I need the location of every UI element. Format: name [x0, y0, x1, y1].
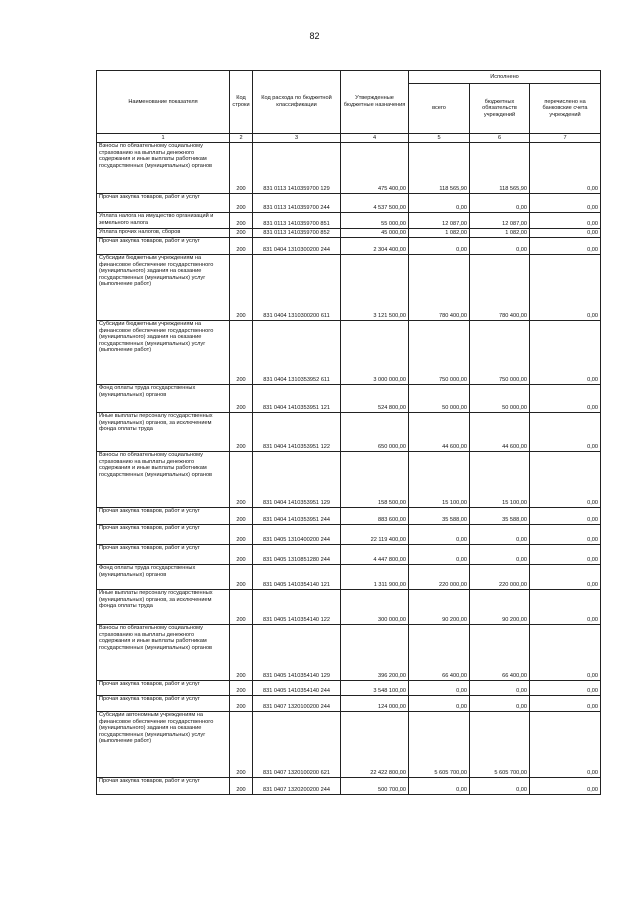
row-approved: 45 000,00	[341, 229, 409, 238]
header-expense-code: Код расхода по бюджетной классификации	[253, 71, 341, 134]
row-name: Уплата прочих налогов, сборов	[97, 229, 230, 238]
row-total: 220 000,00	[409, 565, 470, 590]
column-number: 6	[470, 134, 530, 143]
row-total: 118 565,90	[409, 143, 470, 194]
row-obligations: 12 087,00	[470, 213, 530, 229]
row-transferred: 0,00	[530, 681, 601, 696]
row-approved: 4 537 500,00	[341, 194, 409, 213]
row-transferred: 0,00	[530, 696, 601, 712]
row-transferred: 0,00	[530, 321, 601, 385]
row-obligations: 0,00	[470, 696, 530, 712]
row-approved: 500 700,00	[341, 778, 409, 795]
row-transferred: 0,00	[530, 229, 601, 238]
row-line-code: 200	[230, 545, 253, 565]
table-row	[97, 213, 601, 229]
row-approved: 300 000,00	[341, 590, 409, 625]
row-approved: 3 000 000,00	[341, 321, 409, 385]
row-expense-code: 831 0404 1310300200 611	[253, 255, 341, 321]
table-row	[97, 385, 601, 413]
row-total: 0,00	[409, 681, 470, 696]
row-expense-code: 831 0113 1410359700 129	[253, 143, 341, 194]
row-name: Субсидии бюджетным учреждениям на финансовое обеспечение государственного (муниципального) задания на оказание государственных (муниципальных) услуг (выполнение работ)	[97, 321, 230, 385]
row-name: Прочая закупка товаров, работ и услуг	[97, 681, 230, 696]
row-total: 90 200,00	[409, 590, 470, 625]
table-row	[97, 590, 601, 625]
row-approved: 1 311 900,00	[341, 565, 409, 590]
row-line-code: 200	[230, 625, 253, 681]
row-obligations: 118 565,90	[470, 143, 530, 194]
row-total: 50 000,00	[409, 385, 470, 413]
row-expense-code: 831 0404 1410353951 122	[253, 413, 341, 452]
row-line-code: 200	[230, 696, 253, 712]
row-name: Прочая закупка товаров, работ и услуг	[97, 508, 230, 525]
row-obligations: 0,00	[470, 238, 530, 255]
row-transferred: 0,00	[530, 213, 601, 229]
table-row	[97, 194, 601, 213]
row-expense-code: 831 0405 1410354140 121	[253, 565, 341, 590]
row-transferred: 0,00	[530, 413, 601, 452]
row-transferred: 0,00	[530, 385, 601, 413]
table-row	[97, 143, 601, 194]
table-row	[97, 525, 601, 545]
row-name: Субсидии бюджетным учреждениям на финансовое обеспечение государственного (муниципального) задания на оказание государственных (муниципальных) услуг (выполнение работ)	[97, 255, 230, 321]
row-total: 0,00	[409, 238, 470, 255]
row-total: 5 605 700,00	[409, 712, 470, 778]
row-transferred: 0,00	[530, 525, 601, 545]
row-transferred: 0,00	[530, 778, 601, 795]
row-total: 0,00	[409, 545, 470, 565]
row-approved: 3 548 100,00	[341, 681, 409, 696]
page-number: 82	[309, 31, 320, 41]
row-approved: 650 000,00	[341, 413, 409, 452]
row-line-code: 200	[230, 413, 253, 452]
row-approved: 524 800,00	[341, 385, 409, 413]
row-name: Прочая закупка товаров, работ и услуг	[97, 194, 230, 213]
table-row	[97, 545, 601, 565]
row-name: Прочая закупка товаров, работ и услуг	[97, 545, 230, 565]
row-total: 750 000,00	[409, 321, 470, 385]
row-obligations: 0,00	[470, 778, 530, 795]
row-expense-code: 831 0404 1410353951 244	[253, 508, 341, 525]
row-line-code: 200	[230, 255, 253, 321]
row-obligations: 5 605 700,00	[470, 712, 530, 778]
row-line-code: 200	[230, 321, 253, 385]
row-approved: 396 200,00	[341, 625, 409, 681]
row-approved: 2 304 400,00	[341, 238, 409, 255]
row-line-code: 200	[230, 525, 253, 545]
row-obligations: 90 200,00	[470, 590, 530, 625]
row-transferred: 0,00	[530, 508, 601, 525]
table-row	[97, 565, 601, 590]
row-name: Субсидии автономным учреждениям на финансовое обеспечение государственного (муниципального) задания на оказание государственных (муниципальных) услуг (выполнение работ)	[97, 712, 230, 778]
row-approved: 55 000,00	[341, 213, 409, 229]
row-transferred: 0,00	[530, 194, 601, 213]
row-expense-code: 831 0405 1410354140 129	[253, 625, 341, 681]
row-name: Прочая закупка товаров, работ и услуг	[97, 696, 230, 712]
row-line-code: 200	[230, 229, 253, 238]
table-row	[97, 778, 601, 795]
table-row	[97, 413, 601, 452]
header-name: Наименование показателя	[97, 71, 230, 134]
row-expense-code: 831 0407 1320100200 621	[253, 712, 341, 778]
row-name: Фонд оплаты труда государственных (муниципальных) органов	[97, 565, 230, 590]
row-obligations: 0,00	[470, 525, 530, 545]
row-obligations: 780 400,00	[470, 255, 530, 321]
row-transferred: 0,00	[530, 452, 601, 508]
table-row	[97, 255, 601, 321]
budget-execution-table	[96, 70, 601, 795]
row-total: 66 400,00	[409, 625, 470, 681]
table-row	[97, 321, 601, 385]
row-expense-code: 831 0113 1410359700 851	[253, 213, 341, 229]
row-obligations: 0,00	[470, 194, 530, 213]
row-total: 35 588,00	[409, 508, 470, 525]
row-transferred: 0,00	[530, 565, 601, 590]
row-approved: 4 447 800,00	[341, 545, 409, 565]
header-transferred: перечислено на банковские счета учреждений	[530, 84, 601, 134]
row-line-code: 200	[230, 213, 253, 229]
row-transferred: 0,00	[530, 712, 601, 778]
row-transferred: 0,00	[530, 590, 601, 625]
row-expense-code: 831 0113 1410359700 852	[253, 229, 341, 238]
row-obligations: 44 600,00	[470, 413, 530, 452]
table-row	[97, 681, 601, 696]
row-expense-code: 831 0405 1410354140 122	[253, 590, 341, 625]
row-expense-code: 831 0407 1320200200 244	[253, 778, 341, 795]
row-name: Взносы по обязательному социальному страхованию на выплаты денежного содержания и иные выплаты работникам государственных (муниципальных) органов	[97, 625, 230, 681]
row-line-code: 200	[230, 565, 253, 590]
row-line-code: 200	[230, 681, 253, 696]
row-total: 0,00	[409, 778, 470, 795]
row-line-code: 200	[230, 143, 253, 194]
column-number: 4	[341, 134, 409, 143]
row-obligations: 750 000,00	[470, 321, 530, 385]
table-row	[97, 712, 601, 778]
row-transferred: 0,00	[530, 143, 601, 194]
row-line-code: 200	[230, 194, 253, 213]
row-name: Прочая закупка товаров, работ и услуг	[97, 238, 230, 255]
row-approved: 124 000,00	[341, 696, 409, 712]
table-row	[97, 452, 601, 508]
column-number: 5	[409, 134, 470, 143]
row-name: Прочая закупка товаров, работ и услуг	[97, 778, 230, 795]
row-expense-code: 831 0404 1410353951 121	[253, 385, 341, 413]
row-line-code: 200	[230, 712, 253, 778]
row-line-code: 200	[230, 452, 253, 508]
row-line-code: 200	[230, 238, 253, 255]
table-row	[97, 696, 601, 712]
row-total: 12 087,00	[409, 213, 470, 229]
column-number: 2	[230, 134, 253, 143]
row-obligations: 220 000,00	[470, 565, 530, 590]
row-total: 15 100,00	[409, 452, 470, 508]
row-transferred: 0,00	[530, 238, 601, 255]
row-total: 780 400,00	[409, 255, 470, 321]
row-total: 0,00	[409, 525, 470, 545]
row-name: Прочая закупка товаров, работ и услуг	[97, 525, 230, 545]
row-line-code: 200	[230, 590, 253, 625]
row-expense-code: 831 0404 1310300200 244	[253, 238, 341, 255]
row-expense-code: 831 0405 1410354140 244	[253, 681, 341, 696]
row-expense-code: 831 0405 1310851280 244	[253, 545, 341, 565]
row-name: Взносы по обязательному социальному страхованию на выплаты денежного содержания и иные выплаты работникам государственных (муниципальных) органов	[97, 452, 230, 508]
row-approved: 22 422 800,00	[341, 712, 409, 778]
row-total: 0,00	[409, 696, 470, 712]
header-executed: Исполнено	[409, 71, 601, 84]
row-total: 44 600,00	[409, 413, 470, 452]
row-expense-code: 831 0407 1320100200 244	[253, 696, 341, 712]
table-row	[97, 229, 601, 238]
row-approved: 883 600,00	[341, 508, 409, 525]
header-total: всего	[409, 84, 470, 134]
table-row	[97, 625, 601, 681]
row-expense-code: 831 0404 1410353951 129	[253, 452, 341, 508]
row-approved: 475 400,00	[341, 143, 409, 194]
row-obligations: 0,00	[470, 545, 530, 565]
column-number: 7	[530, 134, 601, 143]
row-name: Фонд оплаты труда государственных (муниципальных) органов	[97, 385, 230, 413]
column-number: 3	[253, 134, 341, 143]
column-number: 1	[97, 134, 230, 143]
table-row	[97, 508, 601, 525]
header-budget-obligations: бюджетных обязательств учреждений	[470, 84, 530, 134]
row-expense-code: 831 0404 1310353952 611	[253, 321, 341, 385]
row-line-code: 200	[230, 508, 253, 525]
row-obligations: 35 588,00	[470, 508, 530, 525]
row-obligations: 66 400,00	[470, 625, 530, 681]
row-line-code: 200	[230, 385, 253, 413]
row-name: Взносы по обязательному социальному страхованию на выплаты денежного содержания и иные выплаты работникам государственных (муниципальных) органов	[97, 143, 230, 194]
table-body	[97, 143, 601, 795]
row-approved: 22 119 400,00	[341, 525, 409, 545]
row-obligations: 1 082,00	[470, 229, 530, 238]
row-expense-code: 831 0113 1410359700 244	[253, 194, 341, 213]
row-total: 0,00	[409, 194, 470, 213]
row-approved: 3 121 500,00	[341, 255, 409, 321]
row-expense-code: 831 0405 1310400200 244	[253, 525, 341, 545]
row-obligations: 15 100,00	[470, 452, 530, 508]
row-total: 1 082,00	[409, 229, 470, 238]
row-line-code: 200	[230, 778, 253, 795]
row-name: Иные выплаты персоналу государственных (муниципальных) органов, за исключением фонда оплаты труда	[97, 413, 230, 452]
row-transferred: 0,00	[530, 255, 601, 321]
row-transferred: 0,00	[530, 625, 601, 681]
row-transferred: 0,00	[530, 545, 601, 565]
table-row	[97, 238, 601, 255]
row-name: Иные выплаты персоналу государственных (муниципальных) органов, за исключением фонда оплаты труда	[97, 590, 230, 625]
row-obligations: 50 000,00	[470, 385, 530, 413]
row-obligations: 0,00	[470, 681, 530, 696]
row-name: Уплата налога на имущество организаций и земельного налога	[97, 213, 230, 229]
header-line-code: Код строки	[230, 71, 253, 134]
header-approved: Утвержденные бюджетные назначения	[341, 71, 409, 134]
row-approved: 158 500,00	[341, 452, 409, 508]
